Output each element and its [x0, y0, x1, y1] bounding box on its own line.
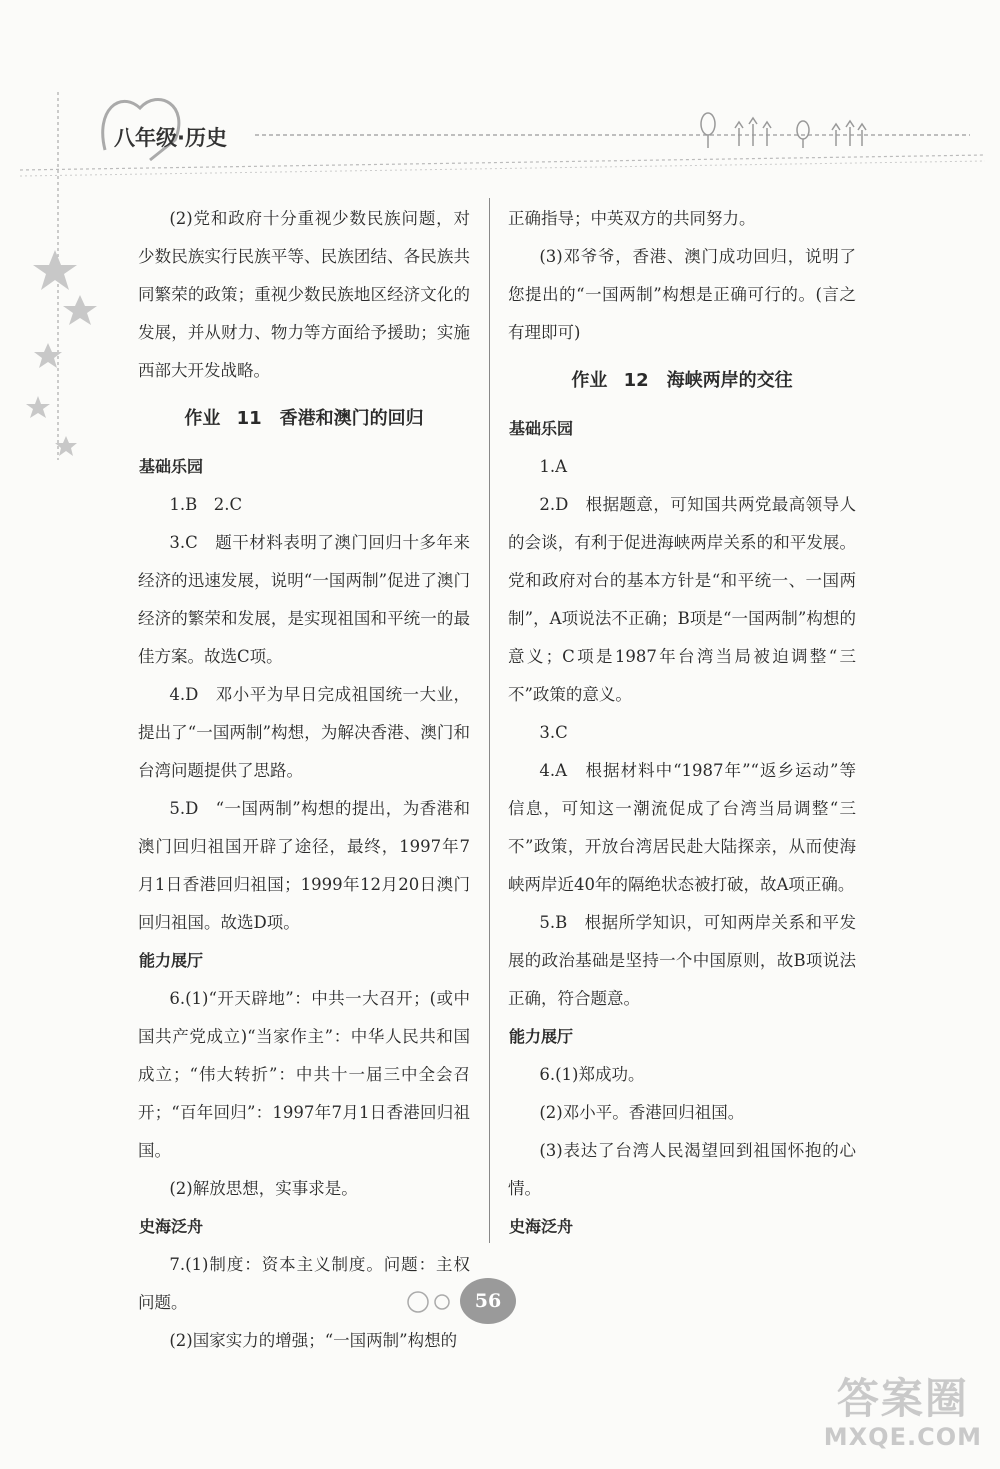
answer-text: 3.C 题干材料表明了澳门回归十多年来经济的迅速发展，说明“一国两制”促进了澳门经济的繁荣和发展，是实现祖国和平统一的最佳方案。故选C项。 [138, 533, 470, 666]
answer-text: 7.(1)制度：资本主义制度。问题：主权问题。 [138, 1255, 470, 1312]
subsection-title: 史海泛舟 [139, 1217, 204, 1236]
answer-text: 4.D 邓小平为早日完成祖国统一大业，提出了“一国两制”构想，为解决香港、澳门和台湾问题提供了思路。 [138, 685, 470, 780]
answer-text: 6.(1)“开天辟地”：中共一大召开；(或中国共产党成立)“当家作主”：中华人民共和国成立；“伟大转折”：中共十一届三中全会召开；“百年回归”：1997年7月1日香港回归祖国。 [138, 989, 470, 1160]
watermark-url: MXQE.COM [823, 1423, 982, 1451]
answer-text: (2)党和政府十分重视少数民族问题，对少数民族实行民族平等、民族团结、各民族共同繁荣的政策；重视少数民族地区经济文化的发展，并从财力、物力等方面给予援助；实施西部大开发战略。 [138, 209, 470, 380]
star-icon [26, 250, 97, 456]
answer-text: 5.D “一国两制”构想的提出，为香港和澳门回归祖国开辟了途径，最终，1997年7月1日香港回归祖国；1999年12月20日澳门回归祖国。故选D项。 [138, 799, 470, 932]
answer-text: 2.D 根据题意，可知国共两党最高领导人的会谈，有利于促进海峡两岸关系的和平发展。党和政府对台的基本方针是“和平统一、一国两制”，A项说法不正确；B项是“一国两制”构想的意义；C项是1987年台湾当局被迫调整“三不”政策的意义。 [508, 495, 856, 704]
section-title: 作业 12 海峡两岸的交往 [571, 370, 793, 391]
section-title: 作业 11 香港和澳门的回归 [184, 408, 424, 429]
answer-text: (3)邓爷爷，香港、澳门成功回归，说明了您提出的“一国两制”构想是正确可行的。(言之有理即可) [508, 247, 856, 342]
subsection-title: 能力展厅 [509, 1027, 574, 1046]
answer-text: (2)解放思想，实事求是。 [169, 1179, 358, 1198]
answer-text: (2)国家实力的增强；“一国两制”构想的 [169, 1331, 458, 1350]
answer-text: 正确指导；中英双方的共同努力。 [508, 209, 756, 228]
site-watermark [824, 1375, 982, 1451]
subsection-title: 能力展厅 [139, 951, 204, 970]
answer-text: 1.A [539, 457, 568, 476]
left-column [138, 200, 470, 1360]
answer-text: 5.B 根据所学知识，可知两岸关系和平发展的政治基础是坚持一个中国原则，故B项说法正确，符合题意。 [508, 913, 856, 1008]
watermark-logo-text: 答案圈 [836, 1374, 969, 1423]
answer-text: 6.(1)郑成功。 [539, 1065, 645, 1084]
answer-text: (2)邓小平。香港回归祖国。 [539, 1103, 745, 1122]
answer-text: (3)表达了台湾人民渴望回到祖国怀抱的心情。 [508, 1141, 856, 1198]
tree-icon [701, 113, 866, 148]
column-divider [489, 198, 490, 1243]
subsection-title: 基础乐园 [139, 457, 204, 476]
answer-text: 3.C [539, 723, 568, 742]
page-header-title: 八年级·历史 [114, 126, 227, 150]
right-column [508, 200, 856, 1246]
subsection-title: 史海泛舟 [509, 1217, 574, 1236]
subsection-title: 基础乐园 [509, 419, 574, 438]
answer-text: 4.A 根据材料中“1987年”“返乡运动”等信息，可知这一潮流促成了台湾当局调整“三不”政策，开放台湾居民赴大陆探亲，从而使海峡两岸近40年的隔绝状态被打破，故A项正确。 [508, 761, 856, 894]
page-number: 56 [460, 1278, 516, 1324]
answer-text: 1.B 2.C [169, 495, 243, 514]
